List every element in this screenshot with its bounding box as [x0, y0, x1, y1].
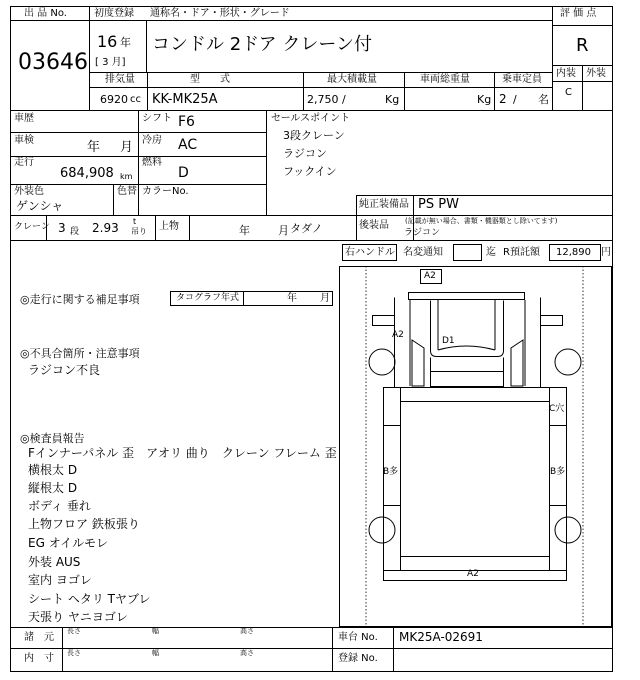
aftermarket-label: 後装品 [359, 220, 389, 231]
rating-value: R [576, 35, 589, 56]
inspector-line-1: Fインナーパネル 歪 アオリ 曲り クレーン フレーム 歪 [28, 446, 337, 460]
inspector-line-6: EG オイルモレ [28, 536, 109, 550]
color-no-label: カラーNo. [142, 186, 189, 197]
sales-point-3: フックイン [283, 165, 337, 178]
sales-point-label: セールスポイント [271, 113, 351, 124]
shift-value: F6 [178, 114, 195, 130]
height-label-1: 高さ [240, 627, 254, 635]
reg-month: [ 3 月] [95, 57, 126, 68]
driving-title: ◎走行に関する補足事項 [20, 293, 140, 306]
rating-label: 評 価 点 [560, 8, 597, 19]
color-label: 外装色 [14, 186, 44, 197]
length-label-2: 長さ [67, 649, 81, 657]
capacity-sep: / [513, 93, 517, 106]
defects-title: ◎不具合箇所・注意事項 [20, 347, 140, 360]
max-load-sep: / [342, 93, 346, 106]
capacity-label: 乗車定員 [502, 74, 542, 85]
interior-grade: C [565, 87, 572, 98]
fuel-value: D [178, 165, 189, 181]
refund-label: 迄 [486, 247, 496, 258]
reg-label: 登録 No. [338, 653, 378, 664]
diagram-mark-left-gate: B多 [383, 467, 399, 477]
displacement-value: 6920 [100, 93, 128, 106]
crane-label: クレーン [14, 222, 50, 232]
mileage-value: 684,908 [60, 166, 114, 181]
crane-ton-unit: t [133, 217, 137, 226]
reg-year-unit: 年 [120, 36, 131, 49]
crane-capacity: 2.93 [92, 221, 119, 235]
displacement-unit: cc [130, 94, 141, 105]
lot-label: 出 品 No. [24, 8, 67, 19]
name-label: 通称名・ドア・形状・グレード [150, 8, 290, 19]
inspector-line-4: ボディ 垂れ [28, 499, 91, 513]
ac-value: AC [178, 137, 198, 153]
shift-label: シフト [142, 113, 172, 124]
upper-year: 年 [239, 224, 250, 237]
chassis-label: 車台 No. [338, 632, 378, 643]
capacity-value: 2 [499, 92, 507, 106]
inspector-title: ◎検査員報告 [20, 432, 85, 445]
fuel-label: 燃料 [142, 157, 162, 168]
origin-label: 諸 元 [24, 632, 54, 643]
mileage-label: 走行 [14, 157, 34, 168]
diagram-mark-right-side: C穴 [549, 404, 565, 414]
model-code: KK-MK25A [152, 92, 218, 107]
diagram-mark-left-door: A2 [392, 330, 404, 340]
tachograph-label: タコグラフ年式 [176, 293, 240, 303]
interior-size-label: 内 寸 [24, 653, 54, 664]
diagram-mark-front: A2 [424, 271, 436, 281]
inspector-line-7: 外装 AUS [28, 555, 81, 569]
yen-label: 円 [601, 247, 611, 258]
displacement-label: 排気量 [105, 74, 135, 85]
upper-month: 月 [278, 224, 289, 237]
max-load-kg: Kg [385, 93, 400, 106]
color-value: ゲンシャ [16, 199, 64, 213]
genuine-value: PS PW [418, 197, 459, 212]
r-deposit-label: R預託額 [503, 247, 540, 258]
color-swap-label: 色替 [117, 186, 137, 197]
aftermarket-note: (記載が無い場合、書類・機器類とし除いてます) [405, 217, 558, 225]
length-label-1: 長さ [67, 627, 81, 635]
inspector-line-3: 縦根太 D [28, 481, 78, 495]
gross-weight-kg: Kg [477, 93, 492, 106]
model-name: コンドル 2ドア クレーン付 [152, 34, 372, 55]
inspector-line-5: 上物フロア 鉄板張り [28, 517, 140, 531]
mileage-unit: km [120, 172, 133, 181]
inspector-line-9: シート ヘタリ Tヤブレ [28, 592, 151, 606]
width-label-1: 幅 [152, 627, 159, 635]
upper-maker: タダノ [290, 222, 323, 235]
lot-number: 03646 [18, 50, 88, 75]
crane-stages-unit: 段 [70, 227, 80, 237]
inspection-month: 月 [120, 140, 134, 155]
tacho-year: 年 [287, 293, 297, 304]
inspector-line-10: 天張り ヤニヨゴレ [28, 610, 128, 624]
aftermarket-value: ラジコン [404, 228, 441, 238]
inspection-year: 年 [87, 140, 101, 155]
gross-weight-label: 車両総重量 [420, 74, 470, 85]
chassis-value: MK25A-02691 [399, 630, 483, 644]
r-deposit-value: 12,890 [556, 247, 591, 258]
diagram-mark-rear: A2 [467, 569, 479, 579]
name-change-label: 名変通知 [403, 247, 443, 258]
ac-label: 冷房 [142, 135, 162, 146]
sales-point-2: ラジコン [283, 147, 327, 160]
exterior-label: 外装 [586, 68, 606, 79]
crane-stages: 3 [58, 221, 66, 235]
genuine-label: 純正装備品 [359, 199, 409, 210]
diagram-mark-windshield: D1 [442, 336, 455, 346]
tacho-month: 月 [320, 293, 330, 304]
defect-line-1: ラジコン不良 [28, 363, 101, 377]
truck-diagram [369, 270, 581, 581]
sales-point-1: 3段クレーン [283, 129, 345, 142]
upper-label: 上物 [159, 221, 179, 232]
right-handle-label: 右ハンドル [345, 247, 395, 258]
first-reg-label: 初度登録 [94, 8, 134, 19]
model-code-label: 型 式 [190, 74, 230, 85]
reg-year: 16 [97, 32, 118, 51]
crane-hang-unit: 吊り [131, 227, 147, 236]
interior-label: 内装 [556, 68, 576, 79]
inspection-label: 車検 [14, 135, 34, 146]
width-label-2: 幅 [152, 649, 159, 657]
inspector-line-2: 横根太 D [28, 463, 78, 477]
max-load-value: 2,750 [307, 93, 339, 106]
height-label-2: 高さ [240, 649, 254, 657]
capacity-unit: 名 [538, 93, 549, 106]
max-load-label: 最大積載量 [327, 74, 377, 85]
diagram-mark-right-gate: B多 [550, 467, 566, 477]
history-label: 車歴 [14, 113, 34, 124]
inspector-line-8: 室内 ヨゴレ [28, 573, 92, 587]
